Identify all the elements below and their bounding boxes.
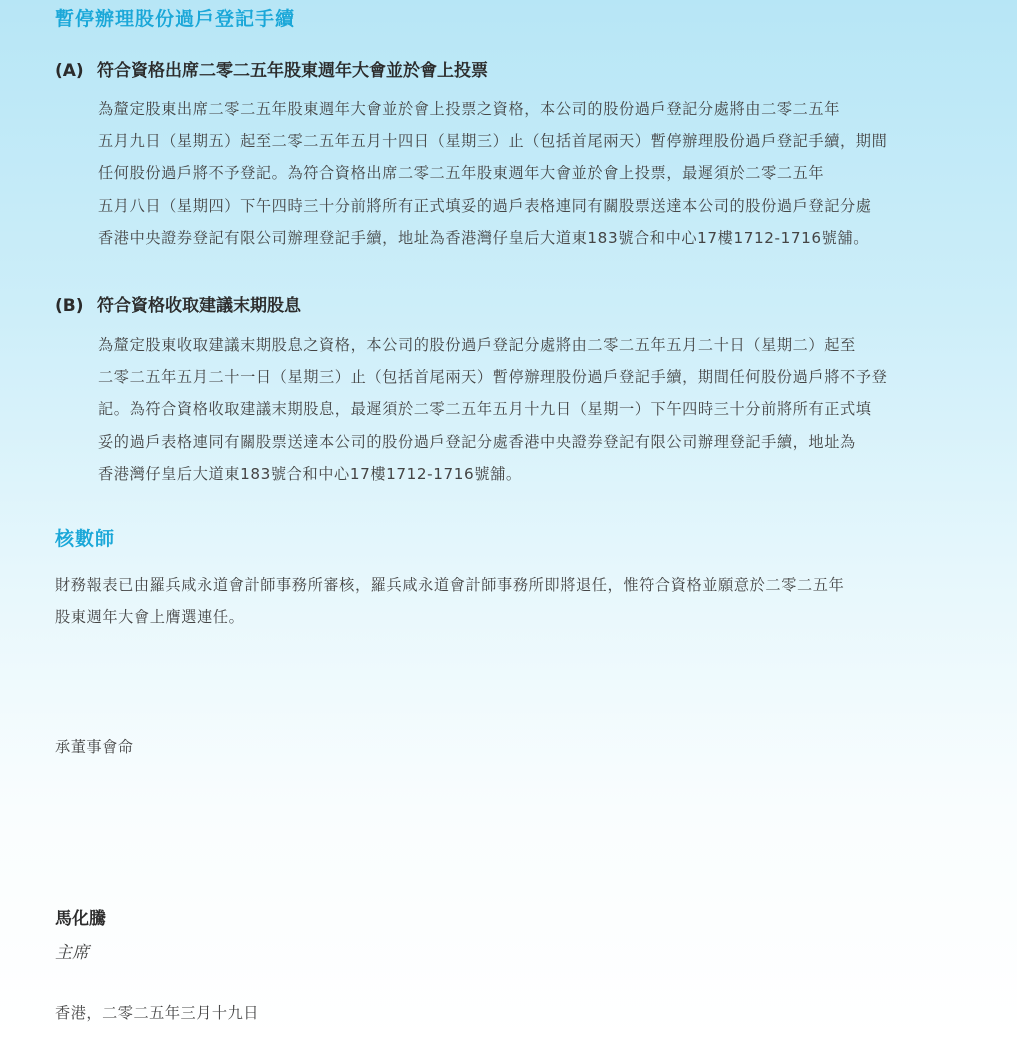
paragraph-line: 妥的過戶表格連同有關股票送達本公司的股份過戶登記分處香港中央證券登記有限公司辦理登記手續，地址為: [98, 432, 856, 451]
by-order-text: 承董事會命: [55, 738, 134, 756]
paragraph-line: 為釐定股東收取建議末期股息之資格，本公司的股份過戶登記分處將由二零二五年五月二十日（星期二）起至: [98, 336, 856, 354]
paragraph-line: 五月八日（星期四）下午四時三十分前將所有正式填妥的過戶表格連同有關股票送達本公司的股份過戶登記分處: [98, 196, 872, 215]
signatory-role: 主席: [55, 943, 89, 963]
subsection-a-paragraph: [98, 93, 887, 254]
paragraph-line: 香港灣仔皇后大道東183號合和中心17樓1712-1716號舖。: [98, 464, 522, 483]
paragraph-line: 二零二五年五月二十一日（星期三）止（包括首尾兩天）暫停辦理股份過戶登記手續，期間任何股份過戶將不予登: [98, 368, 888, 387]
subsection-b-label: (B): [55, 296, 84, 316]
section-title-auditor: 核數師: [55, 528, 116, 550]
auditor-paragraph: [55, 569, 844, 633]
subsection-b-title: 符合資格收取建議末期股息: [97, 296, 301, 316]
subsection-b-paragraph: [98, 329, 887, 490]
place-and-date: 香港，二零二五年三月十九日: [55, 1004, 259, 1022]
paragraph-line: 五月九日（星期五）起至二零二五年五月十四日（星期三）止（包括首尾兩天）暫停辦理股份過戶登記手續，期間: [98, 132, 888, 151]
subsection-a-heading: [55, 56, 488, 81]
subsection-a-title: 符合資格出席二零二五年股東週年大會並於會上投票: [97, 61, 488, 81]
paragraph-line: 記。為符合資格收取建議末期股息，最遲須於二零二五年五月十九日（星期一）下午四時三十分前將所有正式填: [98, 400, 872, 419]
paragraph-line: 香港中央證券登記有限公司辦理登記手續，地址為香港灣仔皇后大道東183號合和中心17樓1712-1716號舖。: [98, 228, 869, 247]
paragraph-line: 股東週年大會上膺選連任。: [55, 608, 245, 627]
subsection-a-label: (A): [55, 61, 84, 81]
signatory-name: 馬化騰: [55, 909, 106, 929]
paragraph-line: 為釐定股東出席二零二五年股東週年大會並於會上投票之資格，本公司的股份過戶登記分處將由二零二五年: [98, 100, 841, 118]
paragraph-line: 任何股份過戶將不予登記。為符合資格出席二零二五年股東週年大會並於會上投票，最遲須於二零二五年: [98, 164, 825, 183]
subsection-b-heading: [55, 291, 301, 316]
section-title-closure: 暫停辦理股份過戶登記手續: [55, 8, 296, 30]
paragraph-line: 財務報表已由羅兵咸永道會計師事務所審核，羅兵咸永道會計師事務所即將退任，惟符合資格並願意於二零二五年: [55, 576, 845, 594]
